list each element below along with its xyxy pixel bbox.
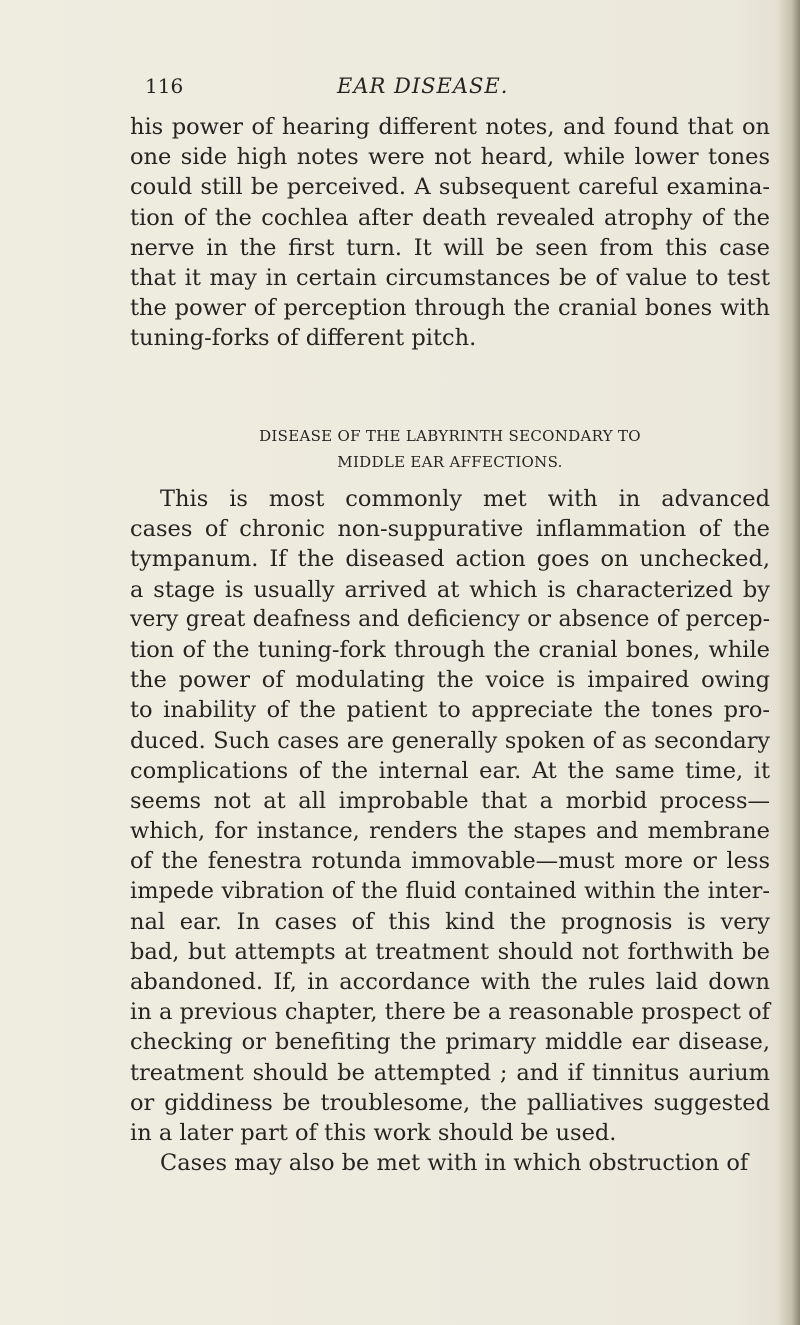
text-line: cases of chronic non-suppurative inflammation of the [130,516,770,543]
text-line: to inability of the patient to appreciate the tones pro- [130,697,770,724]
section-heading-line-2: MIDDLE EAR AFFECTIONS. [337,453,563,471]
page-edge-shadow [778,0,800,1325]
text-line: Cases may also be met with in which obstruction of [160,1150,749,1177]
running-head: EAR DISEASE. [337,74,509,98]
paragraph-2 [130,484,770,1178]
text-line: checking or benefiting the primary middle ear disease, [130,1029,770,1056]
section-heading-line-1: DISEASE OF THE LABYRINTH SECONDARY TO [259,427,641,445]
text-line: tympanum. If the diseased action goes on unchecked, [130,546,770,573]
text-line: abandoned. If, in accordance with the rules laid down [130,969,770,995]
page-header [145,74,765,104]
text-line: nerve in the first turn. It will be seen from this case [130,234,770,261]
text-line: a stage is usually arrived at which is characterized by [130,576,770,603]
text-line: one side high notes were not heard, while lower tones [130,144,770,171]
text-line: impede vibration of the fluid contained within the inter- [130,878,770,905]
text-line: or giddiness be troublesome, the palliatives suggested [130,1089,770,1116]
text-line: duced. Such cases are generally spoken of as secondary [130,727,770,754]
text-line: This is most commonly met with in advanced [160,486,770,512]
text-line: tion of the cochlea after death revealed atrophy of the [130,204,770,231]
text-line: in a previous chapter, there be a reasonable prospect of [130,999,770,1026]
paragraph-1 [130,112,770,354]
text-line: tion of the tuning-fork through the cranial bones, while [130,636,770,663]
text-line: very great deafness and deficiency or absence of percep- [130,606,770,632]
text-line: the power of perception through the cranial bones with [130,295,770,322]
text-line: in a later part of this work should be used. [130,1119,617,1146]
text-line: of the fenestra rotunda immovable—must more or less [130,848,770,875]
text-line: the power of modulating the voice is impaired owing [130,667,770,694]
text-line: complications of the internal ear. At the same time, it [130,757,770,784]
text-line: seems not at all improbable that a morbid process— [130,787,770,814]
text-line: that it may in certain circumstances be of value to test [130,264,770,291]
page-number: 116 [145,74,184,98]
text-line: bad, but attempts at treatment should not forthwith be [130,938,770,965]
text-line: which, for instance, renders the stapes and membrane [130,818,770,845]
text-line: treatment should be attempted ; and if tinnitus aurium [130,1059,770,1086]
text-line: tuning-forks of different pitch. [130,325,477,352]
text-line: could still be perceived. A subsequent careful examina- [130,174,770,201]
text-line: his power of hearing different notes, and found that on [130,114,770,140]
text-line: nal ear. In cases of this kind the prognosis is very [130,908,770,935]
